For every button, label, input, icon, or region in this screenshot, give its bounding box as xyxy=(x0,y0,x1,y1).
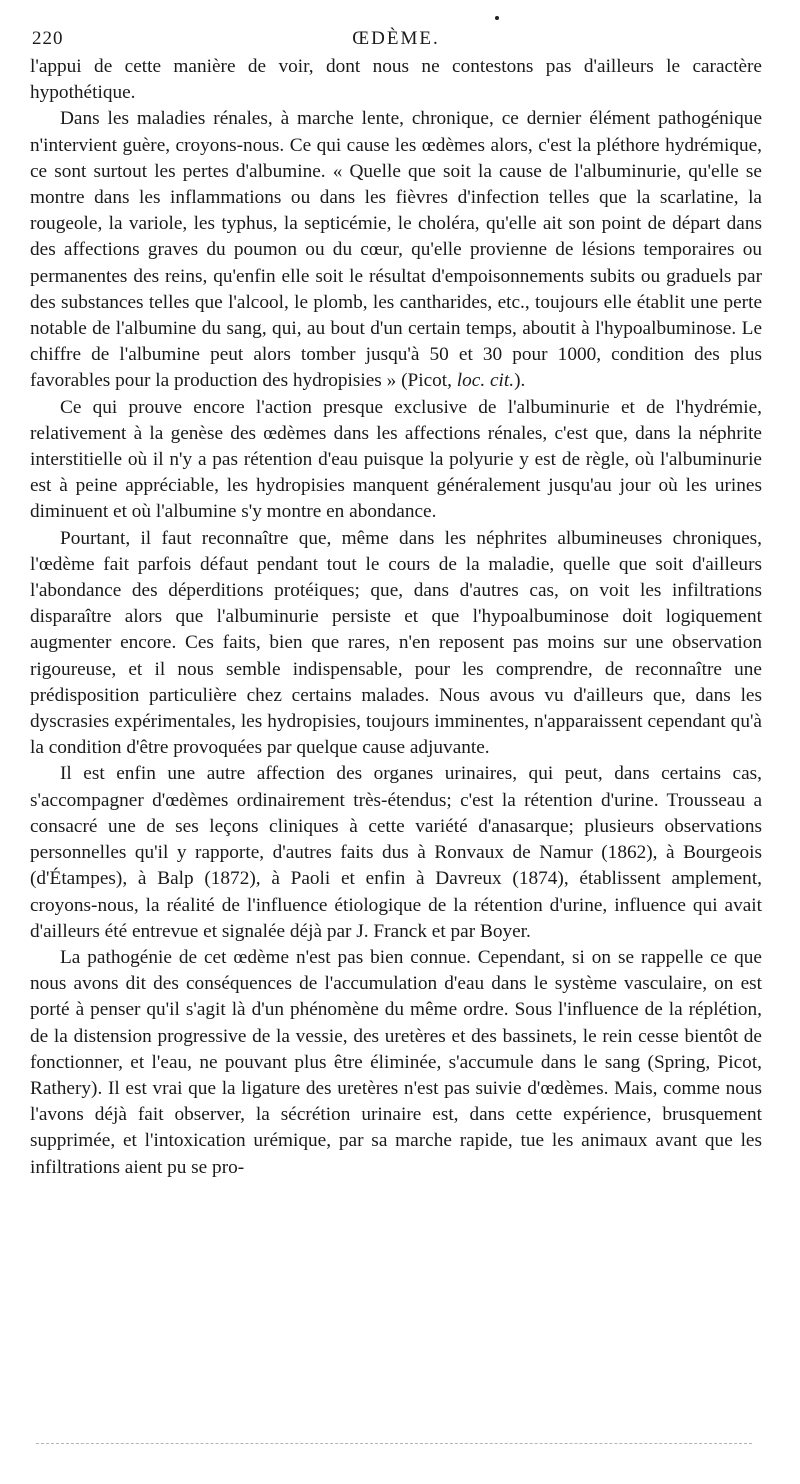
printer-mark-dot xyxy=(495,16,499,20)
paragraph-pathogenesis: La pathogénie de cet œdème n'est pas bien connue. Cependant, si on se rappelle ce que nous avons dit des conséquences de l'accumulation d'eau dans le système vasculaire, on est porté à penser qu'il s'agit là d'un phénomène du même ordre. Sous l'influence de la réplétion, de la distension progressive de la vessie, des uretères et des bassinets, le rein cesse bientôt de fonctionner, et l'eau, ne pouvant plus être éliminée, s'accumule dans le sang (Spring, Picot, Rathery). Il est vrai que la ligature des uretères n'est pas suivie d'œdèmes. Mais, comme nous l'avons déjà fait observer, la sécrétion urinaire est, dans cette expérience, brusquement supprimée, et l'intoxication urémique, par sa marche rapide, tue les animaux avant que les infiltrations aient pu se pro- xyxy=(30,946,762,1178)
paragraph-predisposition: Pourtant, il faut reconnaître que, même dans les néphrites albumineuses chroniques, l'œdème fait parfois défaut pendant tout le cours de la maladie, quelle que soit d'ailleurs l'abondance des déperditions protéiques; que, dans d'autres cas, on voit les infiltrations disparaître alors que l'albuminurie persiste et que l'hypoalbuminose doit logiquement augmenter encore. Ces faits, bien que rares, n'en reposent pas moins sur une observation rigoureuse, et il nous semble indispensable, pour les comprendre, de reconnaître une prédisposition particulière chez certains malades. Nous avous vu d'ailleurs que, dans les dyscrasies expérimentales, les hydropisies, toujours imminentes, n'apparaissent cependant qu'à la condition d'être provoquées par quelque cause adjuvante. xyxy=(30,527,762,759)
paragraph-continued: l'appui de cette manière de voir, dont nous ne contestons pas d'ailleurs le caractère hypothétique. xyxy=(30,56,762,104)
document-page xyxy=(30,28,762,1181)
body-text xyxy=(30,54,762,1181)
paragraph-renal-diseases: Dans les maladies rénales, à marche lente, chronique, ce dernier élément pathogénique n'intervient guère, croyons-nous. Ce qui cause les œdèmes alors, c'est la pléthore hydrémique, ce sont surtout les pertes d'albumine. « Quelle que soit la cause de l'albuminurie, qu'elle se montre dans les inflammations ou dans les fièvres d'infection telles que la scarlatine, la rougeole, la variole, les typhus, la septicémie, le choléra, qu'elle ait son point de départ dans des affections graves du poumon ou du cœur, qu'elle provienne de lésions temporaires ou permanentes des reins, qu'enfin elle soit le résultat d'empoisonnements subits ou graduels par des substances telles que l'alcool, le plomb, les cantharides, etc., toujours elle établit une perte notable de l'albumine du sang, qui, au bout d'un certain temps, aboutit à l'hypoalbuminose. Le chiffre de l'albumine peut alors tomber jusqu'à 50 et 30 pour 1000, condition des plus favorables pour la production des hydropisies » (Picot, loc. cit.). xyxy=(30,108,762,392)
page-number: 220 xyxy=(32,28,64,49)
running-title: ŒDÈME. xyxy=(352,28,440,49)
paragraph-albuminuria-proof: Ce qui prouve encore l'action presque exclusive de l'albuminurie et de l'hydrémie, relativement à la genèse des œdèmes dans les affections rénales, c'est que, dans la néphrite interstitielle où il n'y a pas rétention d'eau puisque la polyurie y est de règle, où l'albuminurie est à peine appréciable, les hydropisies manquent généralement jusqu'au jour où les urines diminuent et où l'albumine s'y montre en abondance. xyxy=(30,396,762,523)
page-header xyxy=(30,28,762,54)
citation-loc-cit: loc. cit. xyxy=(456,370,515,392)
paragraph-urine-retention: Il est enfin une autre affection des organes urinaires, qui peut, dans certains cas, s'accompagner d'œdèmes ordinairement très-étendus; c'est la rétention d'urine. Trousseau a consacré une de ses leçons cliniques à cette variété d'anasarque; plusieurs observations personnelles qu'il y rapporte, d'autres faits dus à Ronvaux de Namur (1862), à Bourgeois (d'Étampes), à Balp (1872), à Paoli et enfin à Davreux (1874), établissent amplement, croyons-nous, la réalité de l'influence étiologique de la rétention d'urine, influence qui avait d'ailleurs été entrevue et signalée déjà par J. Franck et par Boyer. xyxy=(30,763,762,942)
bleed-through-line xyxy=(36,1443,752,1444)
